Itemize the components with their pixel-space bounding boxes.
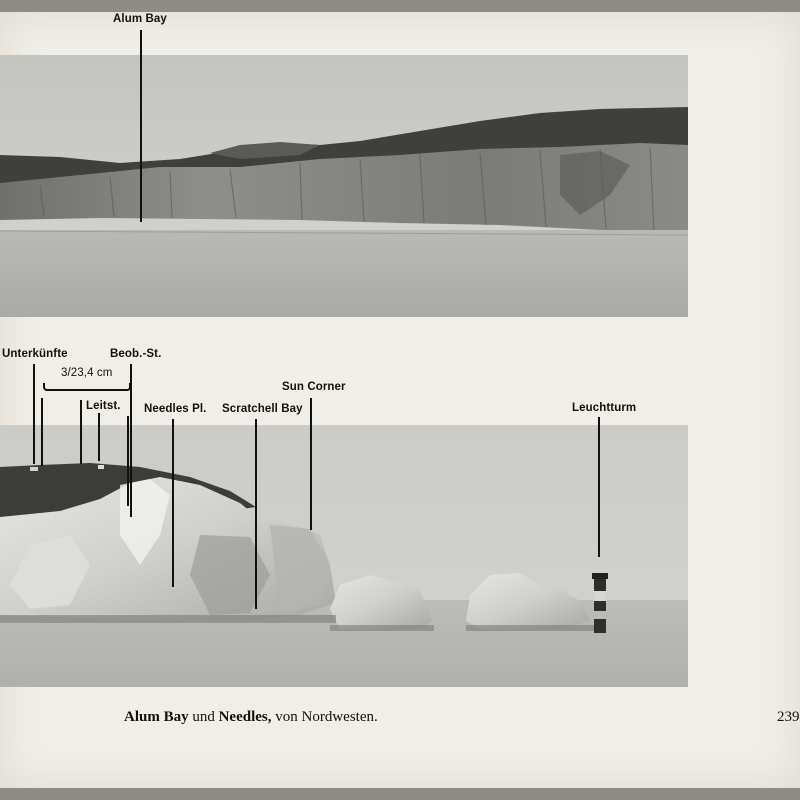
- label-leuchtturm: Leuchtturm: [572, 402, 637, 414]
- leader-sun-corner: [310, 398, 312, 530]
- label-measurement: 3/23,4 cm: [61, 367, 113, 379]
- leader-alum-bay: [140, 30, 142, 222]
- caption-part3: Needles,: [218, 709, 272, 725]
- leader-unterkuenfte: [33, 364, 35, 464]
- book-page: [0, 12, 800, 788]
- needles-photo: [0, 425, 688, 687]
- leader-scratchell-bay: [255, 419, 257, 609]
- caption-part2: und: [188, 709, 219, 725]
- caption-part1: Alum Bay: [124, 709, 189, 725]
- label-beob-st: Beob.-St.: [110, 348, 162, 360]
- caption-part4: von Nordwesten.: [271, 709, 378, 725]
- leader-leitst-a: [80, 400, 82, 464]
- alum-bay-photo: [0, 55, 688, 317]
- leader-leuchtturm: [598, 417, 600, 557]
- leader-leitst-b: [98, 413, 100, 461]
- leader-beob-st-2: [127, 416, 129, 506]
- label-leitst: Leitst.: [86, 400, 121, 412]
- label-unterkuenfte: Unterkünfte: [2, 348, 68, 360]
- leader-needles-pl: [172, 419, 174, 587]
- label-alum-bay: Alum Bay: [113, 13, 167, 25]
- figure-caption: [124, 709, 378, 726]
- label-sun-corner: Sun Corner: [282, 381, 346, 393]
- label-scratchell-bay: Scratchell Bay: [222, 403, 303, 415]
- leader-unterkuenfte-2: [41, 398, 43, 466]
- measurement-bracket: [43, 383, 131, 391]
- label-needles-pl: Needles Pl.: [144, 403, 207, 415]
- page-number: 239: [777, 709, 800, 725]
